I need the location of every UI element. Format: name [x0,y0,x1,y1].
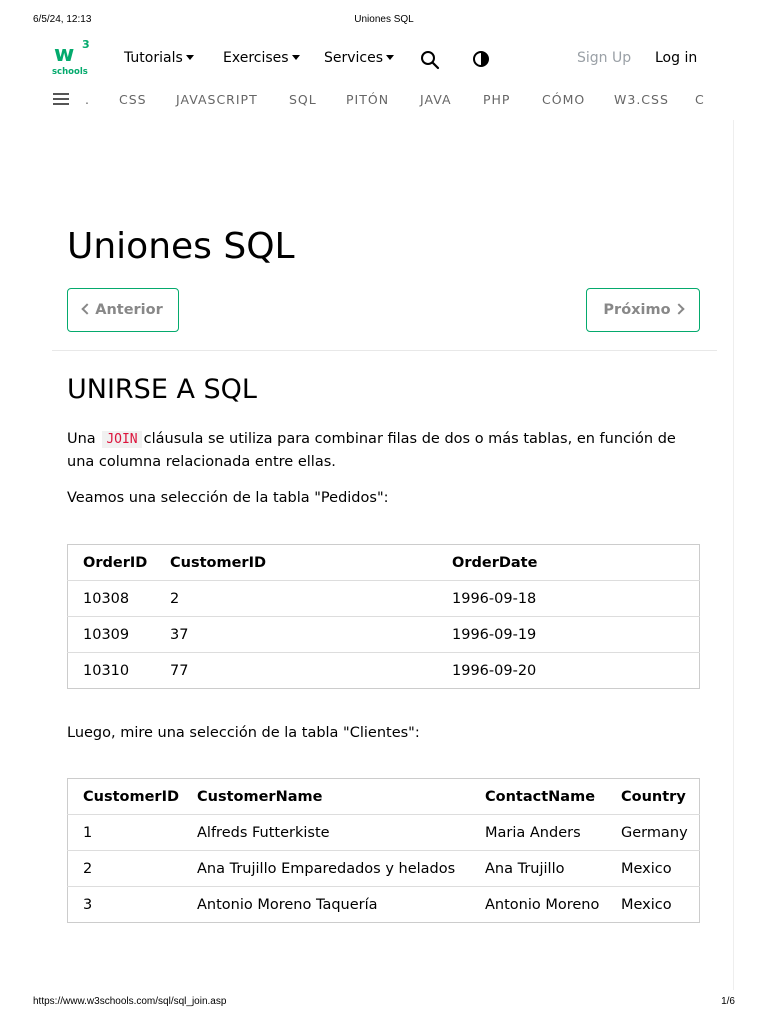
table-row [68,815,700,851]
nav-exercises[interactable] [223,50,300,66]
menu-icon[interactable] [53,93,69,106]
logo-subtext: schools [52,67,88,77]
previous-button-label: Anterior [95,302,163,318]
login-link[interactable]: Log in [655,50,698,66]
column-header: OrderDate [437,545,700,581]
table-row [68,887,700,923]
nav-services[interactable] [324,50,394,66]
chevron-right-icon [673,303,684,314]
table-row [68,617,700,653]
table-cell: Alfreds Futterkiste [182,815,470,851]
table-cell: 37 [155,617,437,653]
subnav-item-java[interactable]: JAVA [420,92,452,107]
table-row [68,653,700,689]
intro-prefix: Una [67,431,96,447]
caret-down-icon [386,55,394,60]
subject-navigation [0,90,768,110]
table-row [68,851,700,887]
nav-tutorials-label: Tutorials [124,50,183,66]
print-title: Uniones SQL [354,14,414,25]
subnav-item-piton[interactable]: PITÓN [346,92,390,107]
top-navigation [0,38,768,82]
next-button[interactable] [586,288,700,332]
print-header [0,14,768,34]
table-cell: 10308 [68,581,156,617]
logo-mark: w [54,42,74,67]
page-edge-divider [733,120,734,990]
table-cell: 3 [83,896,93,913]
print-footer [0,996,768,1016]
subnav-item-php[interactable]: PHP [483,92,511,107]
signup-link[interactable]: Sign Up [577,50,632,66]
table-cell: 2 [155,581,437,617]
section-divider [52,350,717,351]
column-header: ContactName [470,779,606,815]
nav-exercises-label: Exercises [223,50,289,66]
table-row [68,581,700,617]
table-cell: 10309 [68,617,156,653]
table-cell: Mexico [621,896,672,913]
w3schools-logo[interactable] [52,40,94,78]
print-page-number: 1/6 [721,996,735,1007]
column-header: CustomerID [155,545,437,581]
print-url: https://www.w3schools.com/sql/sql_join.asp [33,996,227,1007]
table-cell: 77 [170,662,189,679]
table-cell: Ana Trujillo [470,851,606,887]
subnav-item-w3css[interactable]: W3.CSS [614,92,669,107]
column-header: OrderID [68,545,156,581]
subnav-item-sql[interactable]: SQL [289,92,317,107]
table-cell: 1996-09-19 [437,617,700,653]
table-header-row [68,545,700,581]
pedidos-paragraph: Veamos una selección de la tabla "Pedidos": [67,490,389,506]
print-datetime: 6/5/24, 12:13 [33,14,92,25]
customers-table [67,778,700,923]
search-icon[interactable] [420,50,440,70]
table-cell: 1996-09-20 [452,662,537,679]
next-button-label: Próximo [603,302,671,318]
nav-tutorials[interactable] [124,50,194,66]
table-cell: Antonio Moreno Taquería [197,896,378,913]
column-header: CustomerID [68,779,183,815]
nav-services-label: Services [324,50,384,66]
caret-down-icon [186,55,194,60]
table-cell: 10310 [83,662,130,679]
orders-table [67,544,700,689]
subnav-item-css[interactable]: CSS [119,92,147,107]
table-cell: 1996-09-18 [437,581,700,617]
intro-suffix: cláusula se utiliza para combinar filas de dos o más tablas, en función de una columna relacionada entre ellas. [67,431,676,470]
table-cell: Mexico [606,851,700,887]
subnav-item-como[interactable]: CÓMO [542,92,586,107]
column-header: CustomerName [182,779,470,815]
logo-superscript: 3 [82,38,90,51]
subnav-item-c[interactable]: C [695,92,705,107]
table-cell: Ana Trujillo Emparedados y helados [182,851,470,887]
table-cell: Antonio Moreno [485,896,600,913]
table-cell: Maria Anders [470,815,606,851]
clientes-paragraph: Luego, mire una selección de la tabla "Clientes": [67,725,420,741]
chevron-left-icon [82,303,93,314]
table-cell: 2 [68,851,183,887]
section-title: UNIRSE A SQL [67,374,257,405]
join-code: JOIN [102,431,141,448]
column-header: Country [606,779,700,815]
table-header-row [68,779,700,815]
intro-paragraph [67,428,707,474]
previous-button[interactable] [67,288,179,332]
subnav-item-javascript[interactable]: JAVASCRIPT [176,92,258,107]
table-cell: 1 [68,815,183,851]
page-title: Uniones SQL [67,226,295,267]
contrast-icon[interactable] [472,50,490,68]
subnav-item-dot[interactable]: . [85,92,90,107]
table-cell: Germany [606,815,700,851]
caret-down-icon [292,55,300,60]
